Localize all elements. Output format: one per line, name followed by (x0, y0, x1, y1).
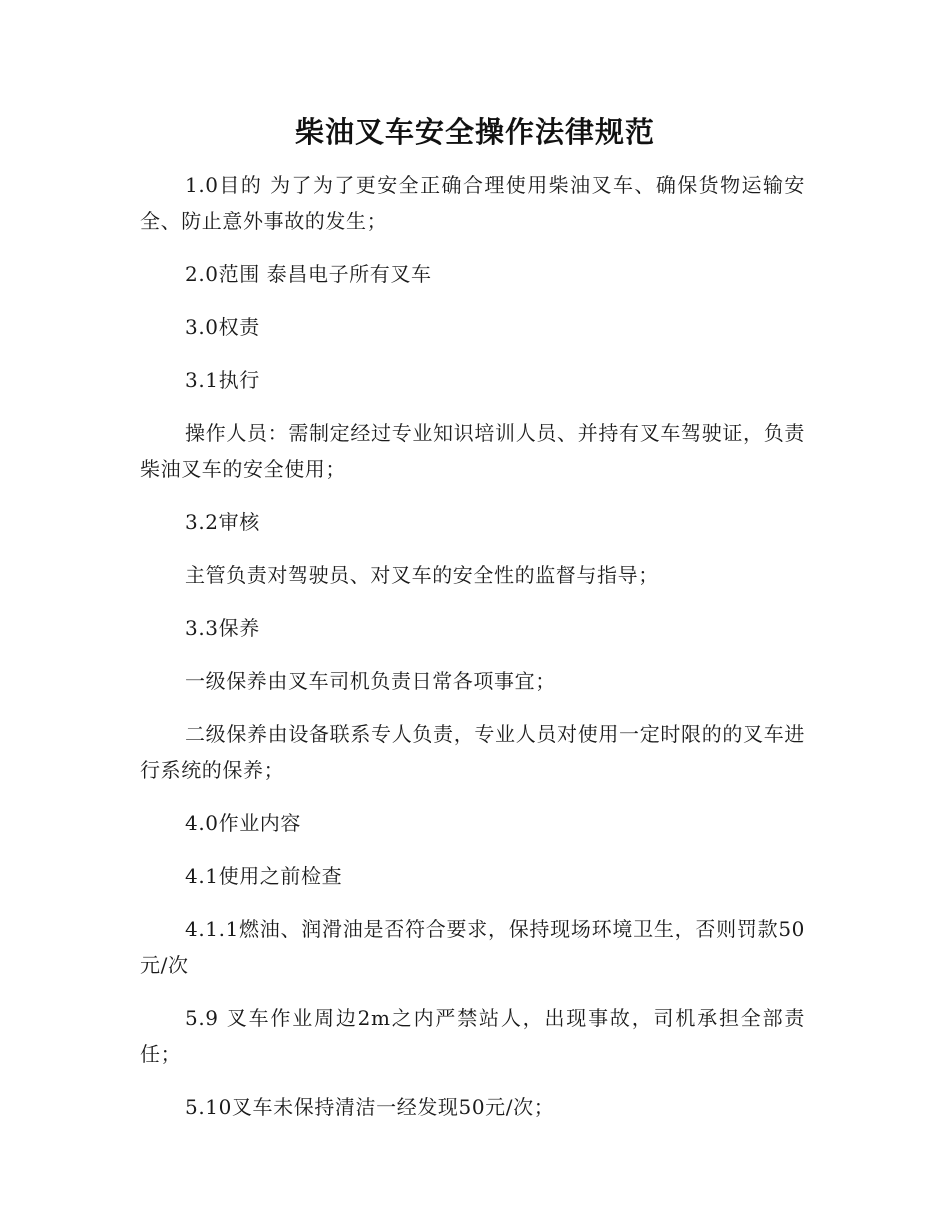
paragraph-execution-heading: 3.1执行 (185, 368, 260, 392)
paragraph-fuel-check: 4.1.1燃油、润滑油是否符合要求，保持现场环境卫生，否则罚款50元/次 (140, 917, 805, 977)
paragraph-review-heading: 3.2审核 (185, 510, 260, 534)
document-body (140, 167, 805, 1142)
paragraph-pre-use-check-heading: 4.1使用之前检查 (185, 864, 343, 888)
paragraph-operations-heading: 4.0作业内容 (185, 811, 302, 835)
paragraph-purpose: 1.0目的 为了为了更安全正确合理使用柴油叉车、确保货物运输安全、防止意外事故的发生； (140, 173, 805, 233)
paragraph-level2-maintenance: 二级保养由设备联系专人负责，专业人员对使用一定时限的的叉车进行系统的保养； (140, 722, 805, 782)
paragraph-responsibility-heading: 3.0权责 (185, 315, 260, 339)
document-title: 柴油叉车安全操作法律规范 (294, 115, 655, 149)
paragraph-scope: 2.0范围 泰昌电子所有叉车 (185, 262, 432, 286)
paragraph-maintenance-heading: 3.3保养 (185, 616, 260, 640)
paragraph-supervisor: 主管负责对驾驶员、对叉车的安全性的监督与指导； (185, 563, 659, 587)
paragraph-safety-zone: 5.9 叉车作业周边2m之内严禁站人，出现事故，司机承担全部责任； (140, 1006, 805, 1066)
paragraph-level1-maintenance: 一级保养由叉车司机负责日常各项事宜； (185, 669, 556, 693)
paragraph-cleanliness-fine: 5.10叉车未保持清洁一经发现50元/次； (185, 1095, 555, 1119)
paragraph-operators: 操作人员：需制定经过专业知识培训人员、并持有叉车驾驶证，负责柴油叉车的安全使用； (140, 421, 805, 481)
